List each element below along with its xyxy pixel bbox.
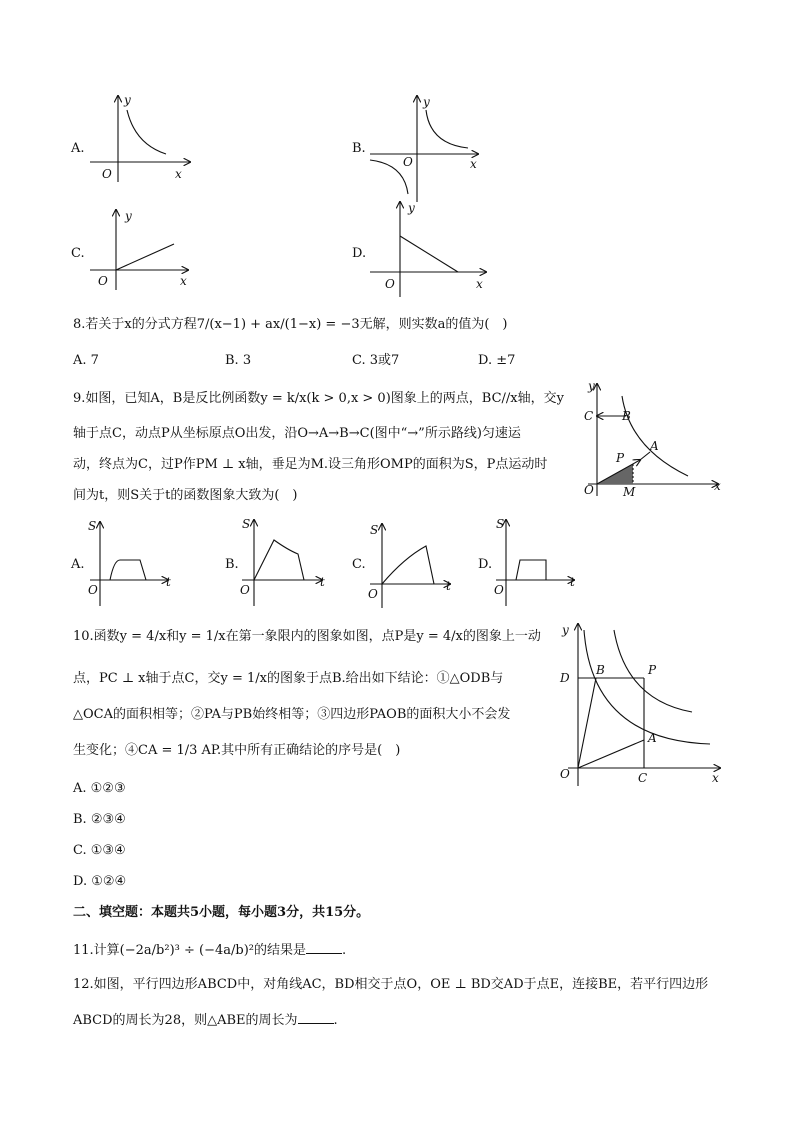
axis-y-label: y (423, 95, 430, 109)
q8-option-b[interactable]: B. 3 (225, 353, 252, 368)
q9-option-d-label[interactable]: D. (478, 557, 493, 572)
origin-label: O (494, 583, 504, 597)
axis-s-label: S (370, 523, 379, 537)
point-b-label: B (596, 663, 605, 677)
origin-label: O (560, 767, 570, 781)
q10-option-b[interactable]: B. ②③④ (73, 812, 126, 827)
point-c-label: C (584, 409, 594, 423)
q7-graph-d (368, 200, 490, 300)
q9-graph-c (368, 520, 463, 610)
point-a-label: A (648, 731, 657, 745)
origin-label: O (584, 483, 594, 497)
q10-option-d[interactable]: D. ①②④ (73, 874, 127, 889)
q7-option-b-label[interactable]: B. (352, 141, 366, 156)
q9-line-3: 动，终点为C，过P作PM ⊥ x轴，垂足为M.设三角形OMP的面积为S，P点运动时 (73, 457, 548, 472)
q9-graph-a (88, 518, 178, 608)
q12-answer-blank[interactable] (298, 1011, 334, 1024)
q9-figure (578, 378, 724, 500)
origin-label: O (403, 155, 413, 169)
point-p-label: P (616, 451, 625, 465)
axis-t-label: t (570, 575, 575, 589)
q7-graph-a (90, 92, 200, 187)
q7-option-a-label[interactable]: A. (71, 141, 85, 156)
q10-line-1: 10.函数y = 4/x和y = 1/x在第一象限内的图象如图，点P是y = 4/x的图象上一动 (73, 629, 541, 644)
q9-line-2: 轴于点C，动点P从坐标原点O出发，沿O→A→B→C(图中“→”所示路线)匀速运 (73, 426, 521, 441)
origin-label: O (102, 167, 112, 181)
axis-s-label: S (496, 517, 505, 531)
q12-text: ABCD的周长为28，则△ABE的周长为 (73, 1013, 298, 1028)
q12-line-2: ABCD的周长为28，则△ABE的周长为 . (73, 1013, 338, 1028)
axis-t-label: t (320, 575, 325, 589)
q10-line-4: 生变化；④CA = 1/3 AP.其中所有正确结论的序号是( ) (73, 743, 401, 758)
q11-text: 11.计算(−2a/b²)³ ÷ (−4a/b)²的结果是 (73, 943, 306, 958)
origin-label: O (98, 274, 108, 288)
q10-figure (558, 620, 724, 788)
q9-graph-d (494, 516, 584, 608)
q8-stem: 8.若关于x的分式方程7/(x−1) + ax/(1−x) = −3无解，则实数a的值为( ) (73, 317, 508, 332)
axis-y-label: y (125, 209, 132, 223)
origin-label: O (368, 587, 378, 601)
point-m-label: M (623, 485, 636, 499)
point-d-label: D (560, 671, 570, 685)
axis-y-label: y (124, 93, 131, 107)
point-b-label: B (622, 409, 631, 423)
q7-option-c-label[interactable]: C. (71, 246, 85, 261)
axis-s-label: S (88, 519, 97, 533)
axis-x-label: x (180, 274, 187, 288)
q7-graph-b (368, 94, 488, 206)
axis-x-label: x (175, 167, 182, 181)
q9-graph-b (240, 516, 335, 608)
q11-stem: 11.计算(−2a/b²)³ ÷ (−4a/b)²的结果是 . (73, 943, 347, 958)
q10-line-2: 点，PC ⊥ x轴于点C，交y = 1/x的图象于点B.给出如下结论：①△ODB与 (73, 671, 504, 686)
point-c-label: C (638, 771, 648, 785)
q8-option-c[interactable]: C. 3或7 (352, 353, 400, 368)
q9-option-a-label[interactable]: A. (71, 557, 85, 572)
axis-s-label: S (242, 517, 251, 531)
axis-t-label: t (446, 579, 451, 593)
q9-line-1: 9.如图，已知A，B是反比例函数y = k/x(k > 0,x > 0)图象上的两点，BC//x轴，交y (73, 391, 564, 406)
axis-x-label: x (476, 277, 483, 291)
point-a-label: A (650, 439, 659, 453)
origin-label: O (385, 277, 395, 291)
q10-line-3: △OCA的面积相等；②PA与PB始终相等；③四边形PAOB的面积大小不会发 (73, 707, 511, 722)
q7-graph-c (88, 208, 198, 293)
q8-option-d[interactable]: D. ±7 (478, 353, 516, 368)
axis-t-label: t (166, 575, 171, 589)
q9-line-4: 间为t，则S关于t的函数图象大致为( ) (73, 488, 298, 503)
axis-x-label: x (470, 157, 477, 171)
q9-option-c-label[interactable]: C. (352, 557, 366, 572)
axis-x-label: x (712, 771, 719, 785)
q11-answer-blank[interactable] (306, 941, 342, 954)
point-p-label: P (648, 663, 657, 677)
q7-option-d-label[interactable]: D. (352, 246, 367, 261)
q10-option-c[interactable]: C. ①③④ (73, 843, 126, 858)
axis-y-label: y (408, 201, 415, 215)
axis-y-label: y (562, 623, 569, 637)
origin-label: O (88, 583, 98, 597)
origin-label: O (240, 583, 250, 597)
q10-option-a[interactable]: A. ①②③ (73, 781, 126, 796)
q12-line-1: 12.如图，平行四边形ABCD中，对角线AC，BD相交于点O，OE ⊥ BD交AD于点E，连接BE，若平行四边形 (73, 977, 709, 992)
q8-option-a[interactable]: A. 7 (73, 353, 99, 368)
q9-option-b-label[interactable]: B. (225, 557, 239, 572)
section-2-heading: 二、填空题：本题共5小题，每小题3分，共15分。 (73, 905, 370, 920)
axis-y-label: y (588, 379, 595, 393)
axis-x-label: x (714, 479, 721, 493)
